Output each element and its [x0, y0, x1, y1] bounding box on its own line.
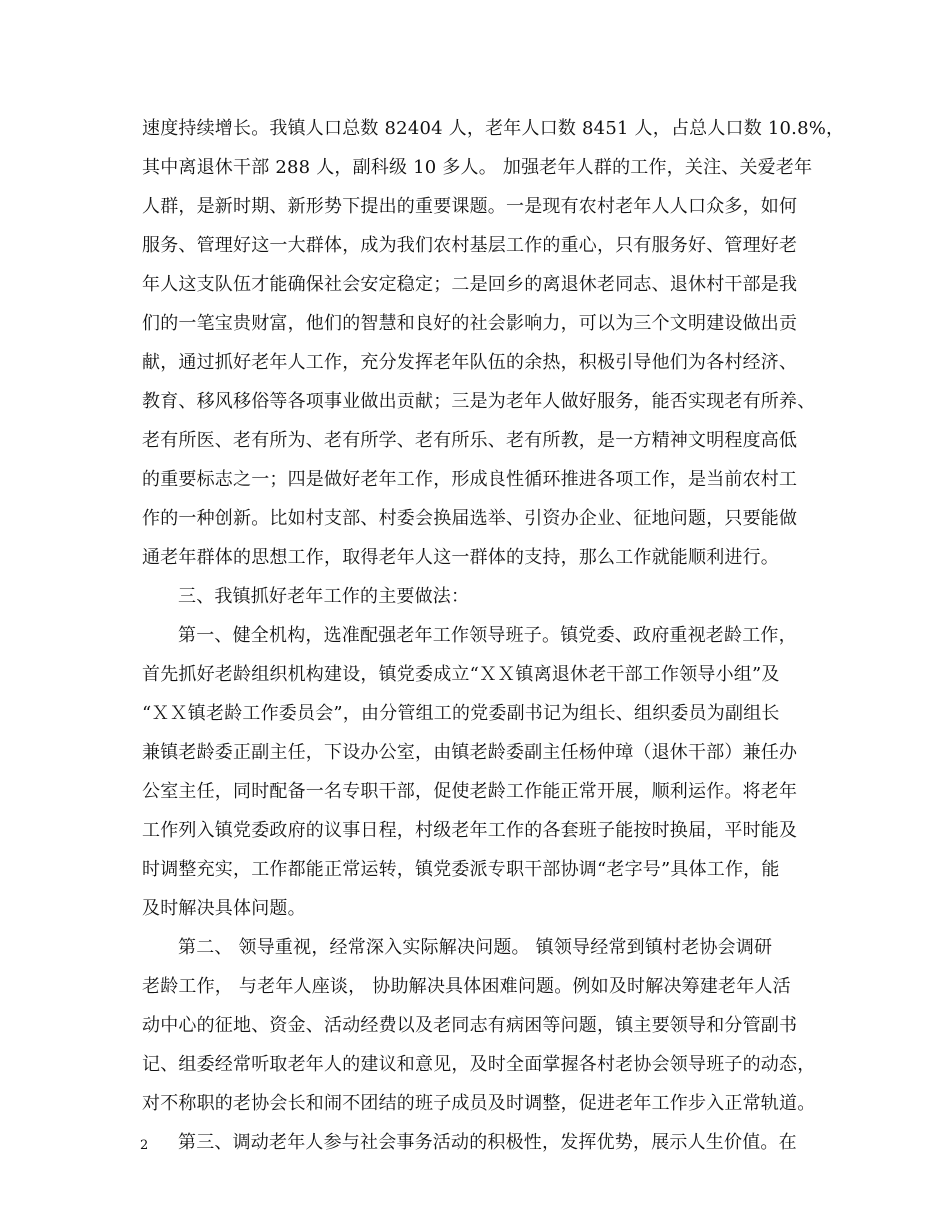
text-line: 的重要标志之一；四是做好老年工作，形成良性循环推进各项工作，是当前农村工 [142, 469, 798, 490]
text-line: 们的一笔宝贵财富，他们的智慧和良好的社会影响力，可以为三个文明建设做出贡 [142, 313, 798, 334]
text-line: 首先抓好老龄组织机构建设，镇党委成立“ＸＸ镇离退休老干部工作领导小组”及 [142, 664, 780, 685]
text-line: 教育、移风移俗等各项事业做出贡献；三是为老年人做好服务，能否实现老有所养、 [142, 391, 816, 412]
text-line: 工作列入镇党委政府的议事日程，村级老年工作的各套班子能按时换届，平时能及 [142, 820, 798, 841]
text-line: 服务、管理好这一大群体，成为我们农村基层工作的重心，只有服务好、管理好老 [142, 235, 798, 256]
text-line: 老龄工作， 与老年人座谈， 协助解决具体困难问题。例如及时解决筹建老年人活 [142, 976, 791, 997]
text-line: 记、组委经常听取老年人的建议和意见，及时全面掌握各村老协会领导班子的动态， [142, 1054, 816, 1075]
text-line: 献，通过抓好老年人工作，充分发挥老年队伍的余热，积极引导他们为各村经济、 [142, 352, 798, 373]
page-number: 2 [140, 1138, 149, 1153]
paragraph-first-line: 第一、健全机构，选准配强老年工作领导班子。镇党委、政府重视老龄工作， [178, 625, 797, 646]
text-line: 速度持续增长。我镇人口总数 82404 人，老年人口数 8451 人，占总人口数 10.8%， [142, 118, 845, 139]
text-line: “ＸＸ镇老龄工作委员会”，由分管组工的党委副书记为组长、组织委员为副组长 [142, 703, 780, 724]
text-line: 动中心的征地、资金、活动经费以及老同志有病困等问题，镇主要领导和分管副书 [142, 1015, 798, 1036]
paragraph-first-line: 第三、调动老年人参与社会事务活动的积极性，发挥优势，展示人生价值。在 [178, 1132, 797, 1153]
text-line: 人群，是新时期、新形势下提出的重要课题。一是现有农村老年人人口众多，如何 [142, 196, 798, 217]
text-line: 公室主任，同时配备一名专职干部，促使老龄工作能正常开展，顺利运作。将老年 [142, 781, 798, 802]
text-line: 通老年群体的思想工作，取得老年人这一群体的支持，那么工作就能顺利进行。 [142, 547, 779, 568]
section-heading: 三、我镇抓好老年工作的主要做法： [178, 586, 470, 607]
text-line: 老有所医、老有所为、老有所学、老有所乐、老有所教，是一方精神文明程度高低 [142, 430, 798, 451]
text-line: 作的一种创新。比如村支部、村委会换届选举、引资办企业、征地问题，只要能做 [142, 508, 798, 529]
text-line: 对不称职的老协会长和闹不团结的班子成员及时调整，促进老年工作步入正常轨道。 [142, 1093, 816, 1114]
text-line: 兼镇老龄委正副主任，下设办公室，由镇老龄委副主任杨仲璋（退休干部）兼任办 [142, 742, 798, 763]
text-line: 年人这支队伍才能确保社会安定稳定；二是回乡的离退休老同志、退休村干部是我 [142, 274, 798, 295]
text-line: 及时解决具体问题。 [142, 898, 306, 919]
text-line: 其中离退休干部 288 人，副科级 10 多人。 加强老年人群的工作，关注、关爱老年 [142, 157, 813, 178]
text-line: 时调整充实，工作都能正常运转，镇党委派专职干部协调“老字号”具体工作，能 [142, 859, 780, 880]
paragraph-first-line: 第二、 领导重视，经常深入实际解决问题。 镇领导经常到镇村老协会调研 [178, 937, 773, 958]
